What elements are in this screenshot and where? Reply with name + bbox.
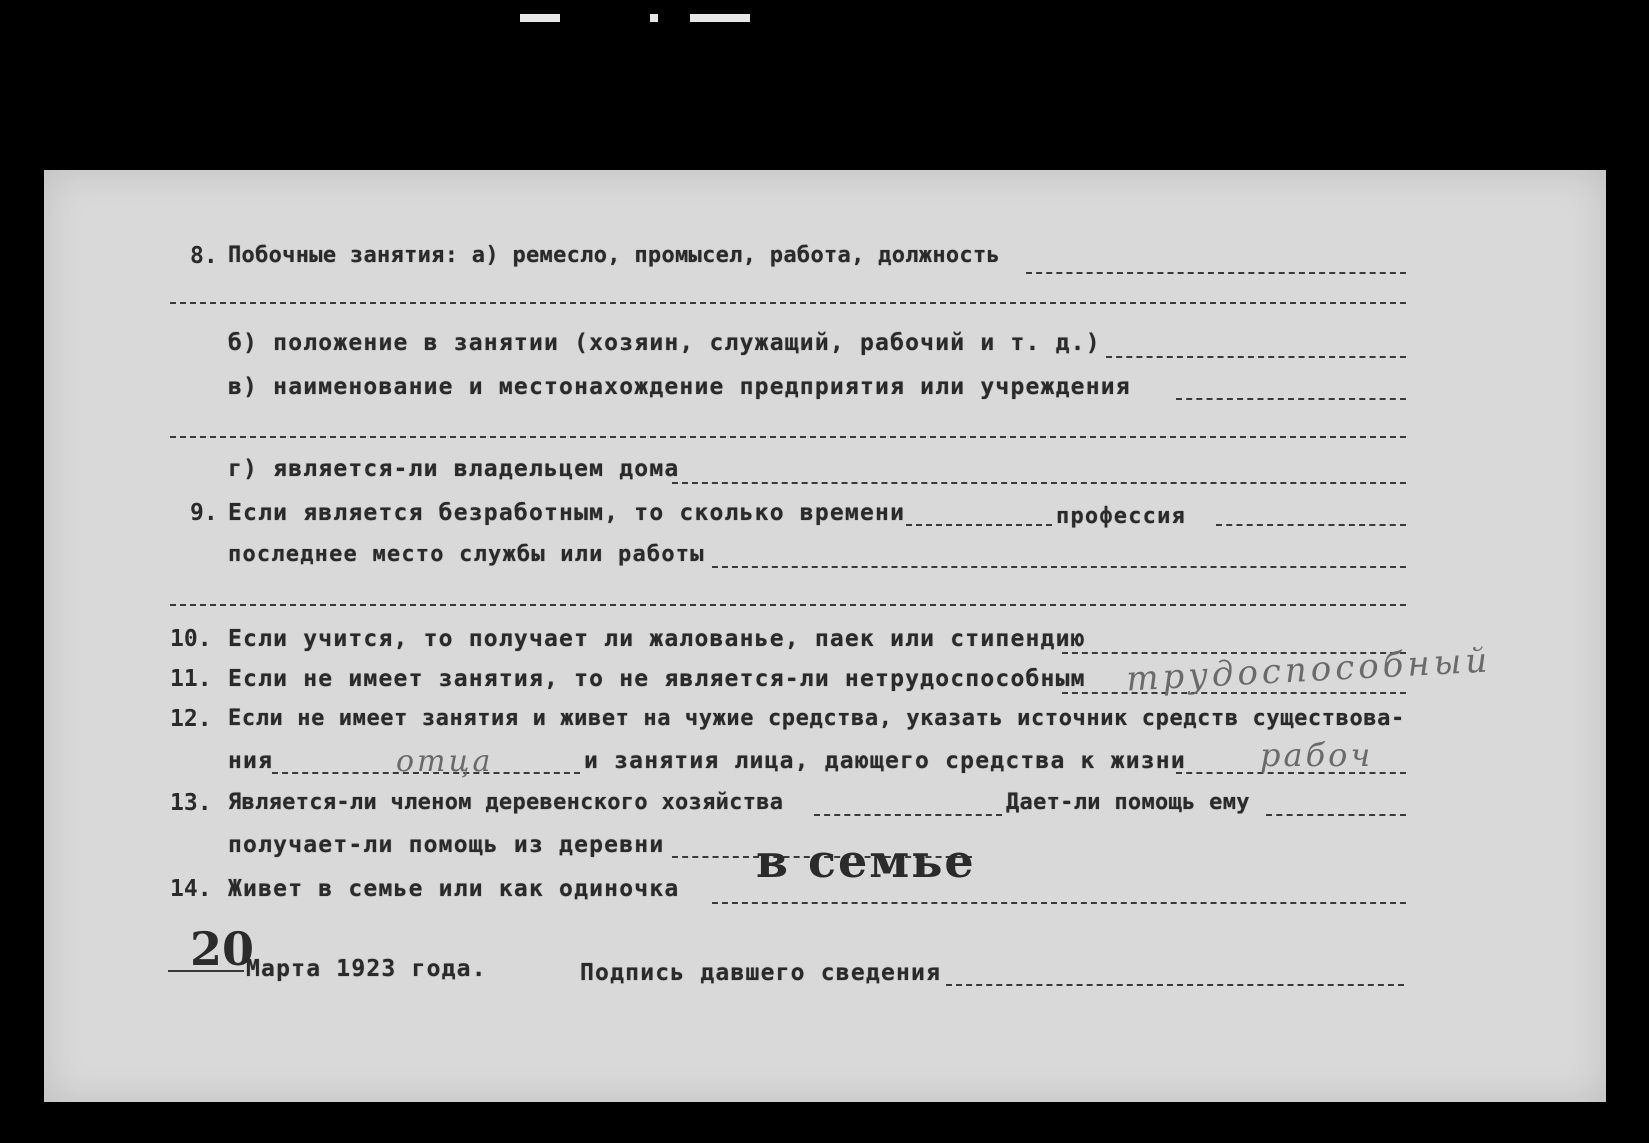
answer-line[interactable] (1026, 272, 1406, 274)
census-form-card (44, 170, 1606, 1102)
q9-lastplace-label: последнее место службы или работы (228, 542, 705, 567)
day-line (168, 970, 244, 972)
q11-label: Если не имеет занятия, то не является-ли нетрудоспособным (228, 666, 1086, 692)
item-number: 10. (170, 626, 212, 652)
item-number: 11. (170, 666, 212, 692)
item-number: 13. (170, 790, 212, 816)
q12-label: Если не имеет занятия и живет на чужие средства, указать источник средств существова- (228, 706, 1405, 731)
film-mark (520, 14, 560, 22)
q8v-label: в) наименование и местонахождение предприятия или учреждения (228, 374, 1131, 400)
item-number: 14. (170, 876, 212, 902)
answer-line[interactable] (170, 436, 1406, 438)
handwritten-answer: отца (396, 744, 494, 779)
item-number: 8. (190, 243, 218, 269)
answer-line[interactable] (906, 524, 1052, 526)
q12-provider-label: и занятия лица, дающего средства к жизни (584, 748, 1186, 774)
q8b-label: б) положение в занятии (хозяин, служащий, рабочий и т. д.) (228, 330, 1101, 356)
film-mark (650, 14, 658, 22)
film-mark (690, 14, 750, 22)
answer-line[interactable] (1216, 524, 1406, 526)
signature-line[interactable] (946, 984, 1404, 986)
q9-label: Если является безработным, то сколько времени (228, 500, 906, 526)
answer-line[interactable] (1106, 356, 1406, 358)
answer-line[interactable] (1176, 398, 1406, 400)
q10-label: Если учится, то получает ли жалованье, паек или стипендию (228, 626, 1086, 652)
handwritten-answer: трудоспособный (1125, 640, 1493, 700)
q12-cont: ния (228, 748, 274, 774)
signature-label: Подпись давшего сведения (580, 960, 942, 986)
q13-help-label: Дает-ли помощь ему (1006, 790, 1250, 815)
answer-line[interactable] (712, 566, 1406, 568)
handwritten-answer: рабоч (1260, 736, 1374, 774)
handwritten-day: 20 (190, 922, 255, 976)
answer-line[interactable] (170, 302, 1406, 304)
q8-label: Побочные занятия: а) ремесло, промысел, работа, должность (228, 243, 1001, 268)
q9-profession-label: профессия (1056, 504, 1187, 529)
q13-receive-label: получает-ли помощь из деревни (228, 832, 665, 858)
handwritten-answer: в семье (756, 834, 976, 888)
answer-line[interactable] (712, 902, 1406, 904)
answer-line[interactable] (672, 482, 1406, 484)
answer-line[interactable] (1266, 814, 1406, 816)
date-label: Марта 1923 года. (246, 956, 487, 982)
item-number: 9. (190, 500, 218, 526)
q8g-label: г) является-ли владельцем дома (228, 456, 680, 482)
answer-line[interactable] (814, 814, 1002, 816)
q14-label: Живет в семье или как одиночка (228, 876, 680, 902)
item-number: 12. (170, 706, 212, 732)
answer-line[interactable] (170, 604, 1406, 606)
q13-label: Является-ли членом деревенского хозяйства (228, 790, 784, 815)
